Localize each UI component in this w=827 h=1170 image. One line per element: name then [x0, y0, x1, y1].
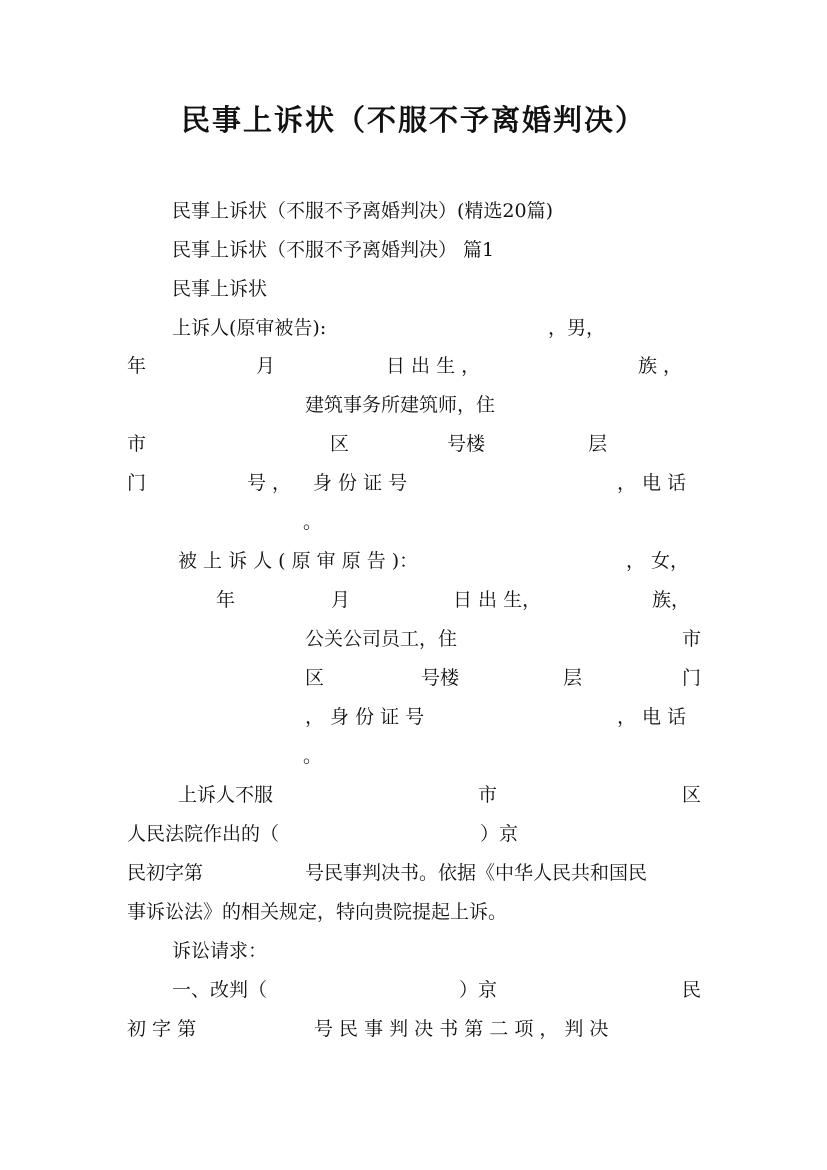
appellant-phone: ， 电 话: [617, 472, 687, 494]
appellee-year: 年: [216, 589, 236, 611]
appellant-id-label: 身 份 证 号: [313, 472, 408, 494]
appellant-period: 。: [303, 511, 323, 533]
appellee-phone: ， 电 话: [617, 706, 687, 728]
appellee-month: 月: [331, 589, 351, 611]
appeal-court: 人民法院作出的（: [127, 823, 280, 845]
appellant-number: 号 ，: [247, 472, 292, 494]
appellant-occupation: 建筑事务所建筑师，住: [305, 394, 496, 416]
appeal-lead: 上诉人不服: [178, 784, 274, 806]
appellant-door: 门: [127, 472, 147, 494]
appeal-city: 市: [478, 784, 498, 806]
appellant-label: 上诉人(原审被告):: [172, 317, 327, 339]
appellant-floor: 层: [588, 433, 608, 455]
appellee-ethnicity: 族，: [652, 589, 691, 611]
appellee-birth: 日 出 生，: [453, 589, 542, 611]
claim-1-paren-close: ）京: [459, 979, 498, 1001]
document-title: 民事上诉状（不服不予离婚判决）: [180, 103, 646, 137]
appellee-label: 被 上 诉 人 ( 原 审 原 告 )：: [178, 550, 419, 572]
appellee-occupation: 公关公司员工，住: [305, 628, 458, 650]
appellant-birth: 日 出 生 ，: [386, 355, 481, 377]
appeal-district: 区: [682, 784, 702, 806]
collection-heading: 民事上诉状（不服不予离婚判决）(精选20篇): [172, 200, 554, 222]
appeal-paren-close: ）京: [480, 823, 519, 845]
form-heading: 民事上诉状: [172, 278, 268, 300]
appeal-judgment: 号民事判决书。依据《中华人民共和国民: [305, 862, 648, 884]
appellee-district: 区: [305, 667, 325, 689]
claim-1-case-prefix: 初 字 第: [127, 1018, 197, 1040]
appellant-ethnicity: 族 ，: [638, 355, 683, 377]
appellant-year: 年: [127, 355, 147, 377]
appellee-city: 市: [682, 628, 702, 650]
article-heading: 民事上诉状（不服不予离婚判决） 篇1: [172, 239, 495, 261]
claims-heading: 诉讼请求：: [172, 940, 268, 962]
claim-1-lead: 一、改判（: [172, 979, 268, 1001]
appellee-door: 门: [682, 667, 702, 689]
appellant-month: 月: [256, 355, 276, 377]
appellee-floor: 层: [563, 667, 583, 689]
appellee-period: 。: [303, 745, 323, 767]
appellee-gender: ， 女，: [626, 550, 690, 572]
appeal-law: 事诉讼法》的相关规定，特向贵院提起上诉。: [127, 901, 508, 923]
appellant-district: 区: [330, 433, 350, 455]
appeal-case-prefix: 民初字第: [127, 862, 204, 884]
appellee-id-label: ， 身 份 证 号: [305, 706, 425, 728]
appellant-gender: ，男，: [548, 317, 606, 339]
appellee-building: 号楼: [421, 667, 460, 689]
claim-1-text: 号 民 事 判 决 书 第 二 项 ， 判 决: [314, 1018, 609, 1040]
claim-1-min: 民: [682, 979, 702, 1001]
appellant-city: 市: [127, 433, 147, 455]
appellant-building: 号楼: [447, 433, 486, 455]
